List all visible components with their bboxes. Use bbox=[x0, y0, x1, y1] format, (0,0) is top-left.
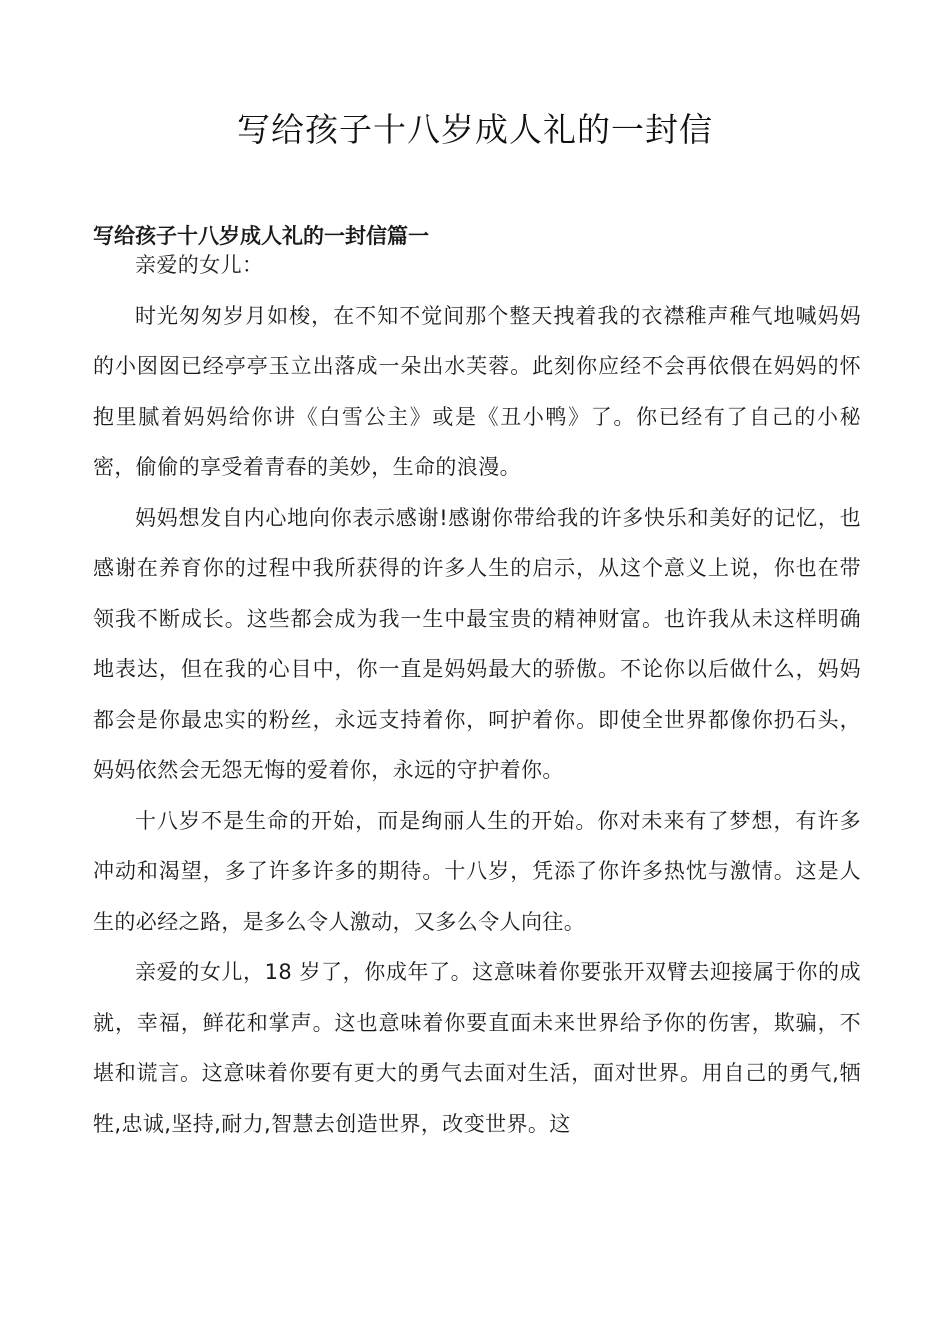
document-title: 写给孩子十八岁成人礼的一封信 bbox=[237, 110, 713, 149]
section-heading: 写给孩子十八岁成人礼的一封信篇一 bbox=[93, 224, 429, 248]
paragraph-1: 时光匆匆岁月如梭，在不知不觉间那个整天拽着我的衣襟稚声稚气地喊妈妈的小囡囡已经亭亭玉立出落成一朵出水芙蓉。此刻你应经不会再依偎在妈妈的怀抱里腻着妈妈给你讲《白雪公主》或是《丑小鸭》了。你已经有了自己的小秘密，偷偷的享受着青春的美妙，生命的浪漫。 bbox=[93, 303, 861, 479]
salutation: 亲爱的女儿： bbox=[135, 253, 264, 277]
paragraph-3: 十八岁不是生命的开始，而是绚丽人生的开始。你对未来有了梦想，有许多冲动和渴望，多了许多许多的期待。十八岁，凭添了你许多热忱与激情。这是人生的必经之路，是多么令人激动，又多么令人向往。 bbox=[93, 808, 861, 934]
paragraph-2: 妈妈想发自内心地向你表示感谢!感谢你带给我的许多快乐和美好的记忆，也感谢在养育你的过程中我所获得的许多人生的启示，从这个意义上说，你也在带领我不断成长。这些都会成为我一生中最宝贵的精神财富。也许我从未这样明确地表达，但在我的心目中，你一直是妈妈最大的骄傲。不论你以后做什么，妈妈都会是你最忠实的粉丝，永远支持着你，呵护着你。即使全世界都像你扔石头，妈妈依然会无怨无悔的爱着你，永远的守护着你。 bbox=[93, 505, 861, 782]
letter-body bbox=[93, 240, 861, 1149]
paragraph-4: 亲爱的女儿，18 岁了，你成年了。这意味着你要张开双臂去迎接属于你的成就，幸福，鲜花和掌声。这也意味着你要直面未来世界给予你的伤害，欺骗，不堪和谎言。这意味着你要有更大的勇气去面对生活，面对世界。用自己的勇气,牺牲,忠诚,坚持,耐力,智慧去创造世界，改变世界。这 bbox=[93, 960, 861, 1136]
